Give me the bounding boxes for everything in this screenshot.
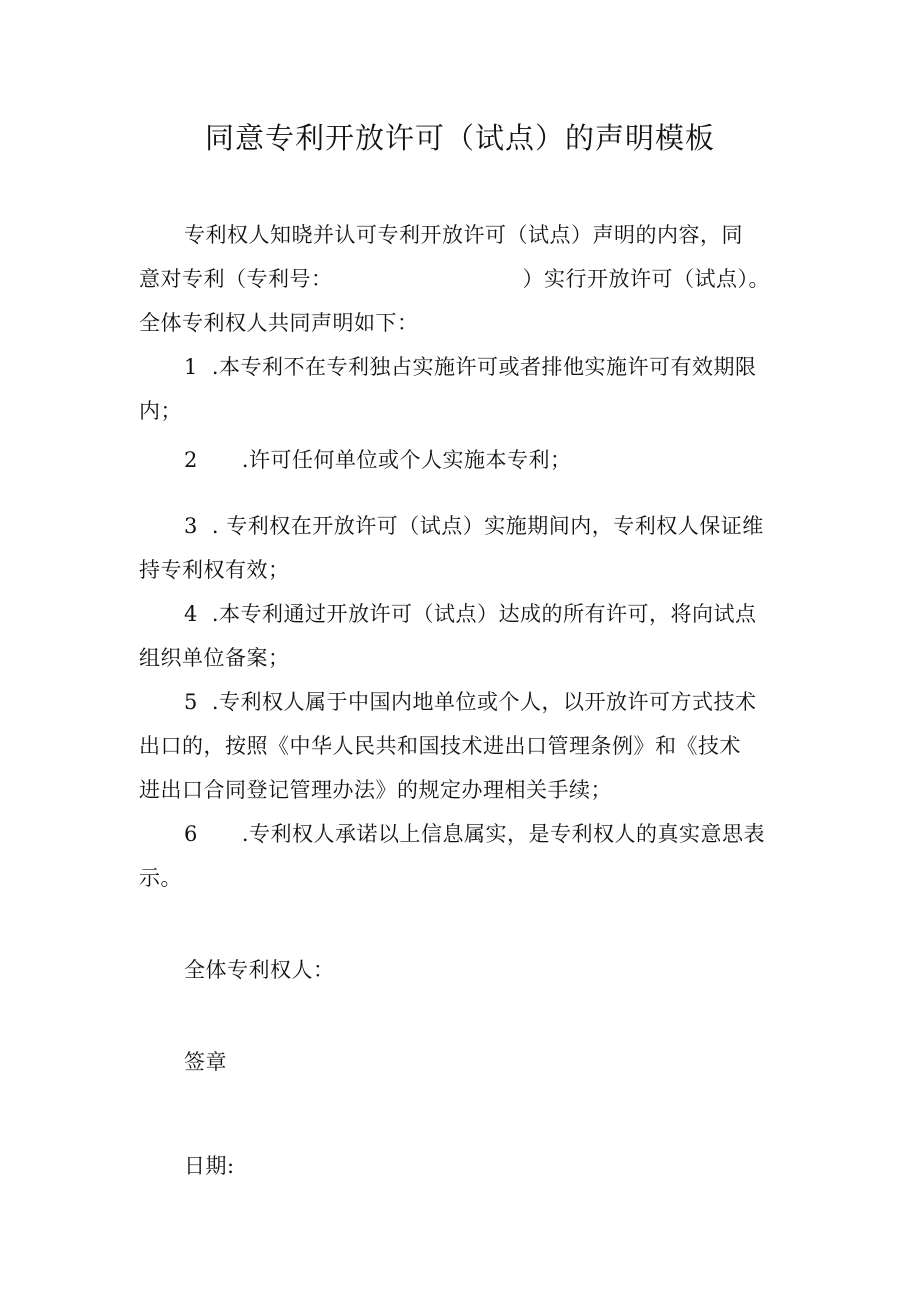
clause-4-line-1 xyxy=(184,599,757,629)
clause-2-number: 2 xyxy=(184,448,198,472)
clause-4-text: .本专利通过开放许可（试点）达成的所有许可，将向试点 xyxy=(211,602,757,626)
intro-line-2 xyxy=(139,264,770,294)
intro-line-3: 全体专利权人共同声明如下： xyxy=(139,311,419,335)
clause-6-number: 6 xyxy=(184,822,198,846)
clause-3-line-1 xyxy=(184,511,764,541)
clause-5-line-2: 出口的，按照《中华人民共和国技术进出口管理条例》和《技术 xyxy=(139,734,741,758)
clause-5-line-3: 进出口合同登记管理办法》的规定办理相关手续； xyxy=(139,778,612,802)
clause-1-number: 1 xyxy=(184,355,198,379)
clause-5-number: 5 xyxy=(184,690,198,714)
clause-4-line-2: 组织单位备案； xyxy=(139,646,290,670)
intro-line-2-end: ）实行开放许可（试点）。 xyxy=(522,267,770,291)
clause-3-line-2: 持专利权有效； xyxy=(139,558,290,582)
clause-5-line-1 xyxy=(184,687,757,717)
seal-label: 签章 xyxy=(184,1050,227,1074)
clause-3-text: . 专利权在开放许可（试点）实施期间内，专利权人保证维 xyxy=(211,514,764,538)
clause-1-line-1 xyxy=(184,352,757,382)
intro-line-1: 专利权人知晓并认可专利开放许可（试点）声明的内容，同 xyxy=(184,223,743,247)
clause-6-text: .专利权人承诺以上信息属实，是专利权人的真实意思表 xyxy=(241,822,766,846)
clause-6-line-1 xyxy=(184,819,765,849)
clause-6-line-2: 示。 xyxy=(139,866,182,890)
holders-label: 全体专利权人： xyxy=(184,958,335,982)
clause-2-line-1 xyxy=(184,445,572,475)
clause-3-number: 3 xyxy=(184,514,198,538)
clause-2-text: .许可任何单位或个人实施本专利； xyxy=(241,448,572,472)
clause-1-text: .本专利不在专利独占实施许可或者排他实施许可有效期限 xyxy=(211,355,757,379)
document-title: 同意专利开放许可（试点）的声明模板 xyxy=(204,121,715,155)
clause-4-number: 4 xyxy=(184,602,198,626)
date-label: 日期: xyxy=(184,1154,235,1178)
intro-line-2-start: 意对专利（专利号： xyxy=(139,267,333,291)
clause-1-line-2: 内； xyxy=(139,399,182,423)
clause-5-text: .专利权人属于中国内地单位或个人，以开放许可方式技术 xyxy=(211,690,757,714)
